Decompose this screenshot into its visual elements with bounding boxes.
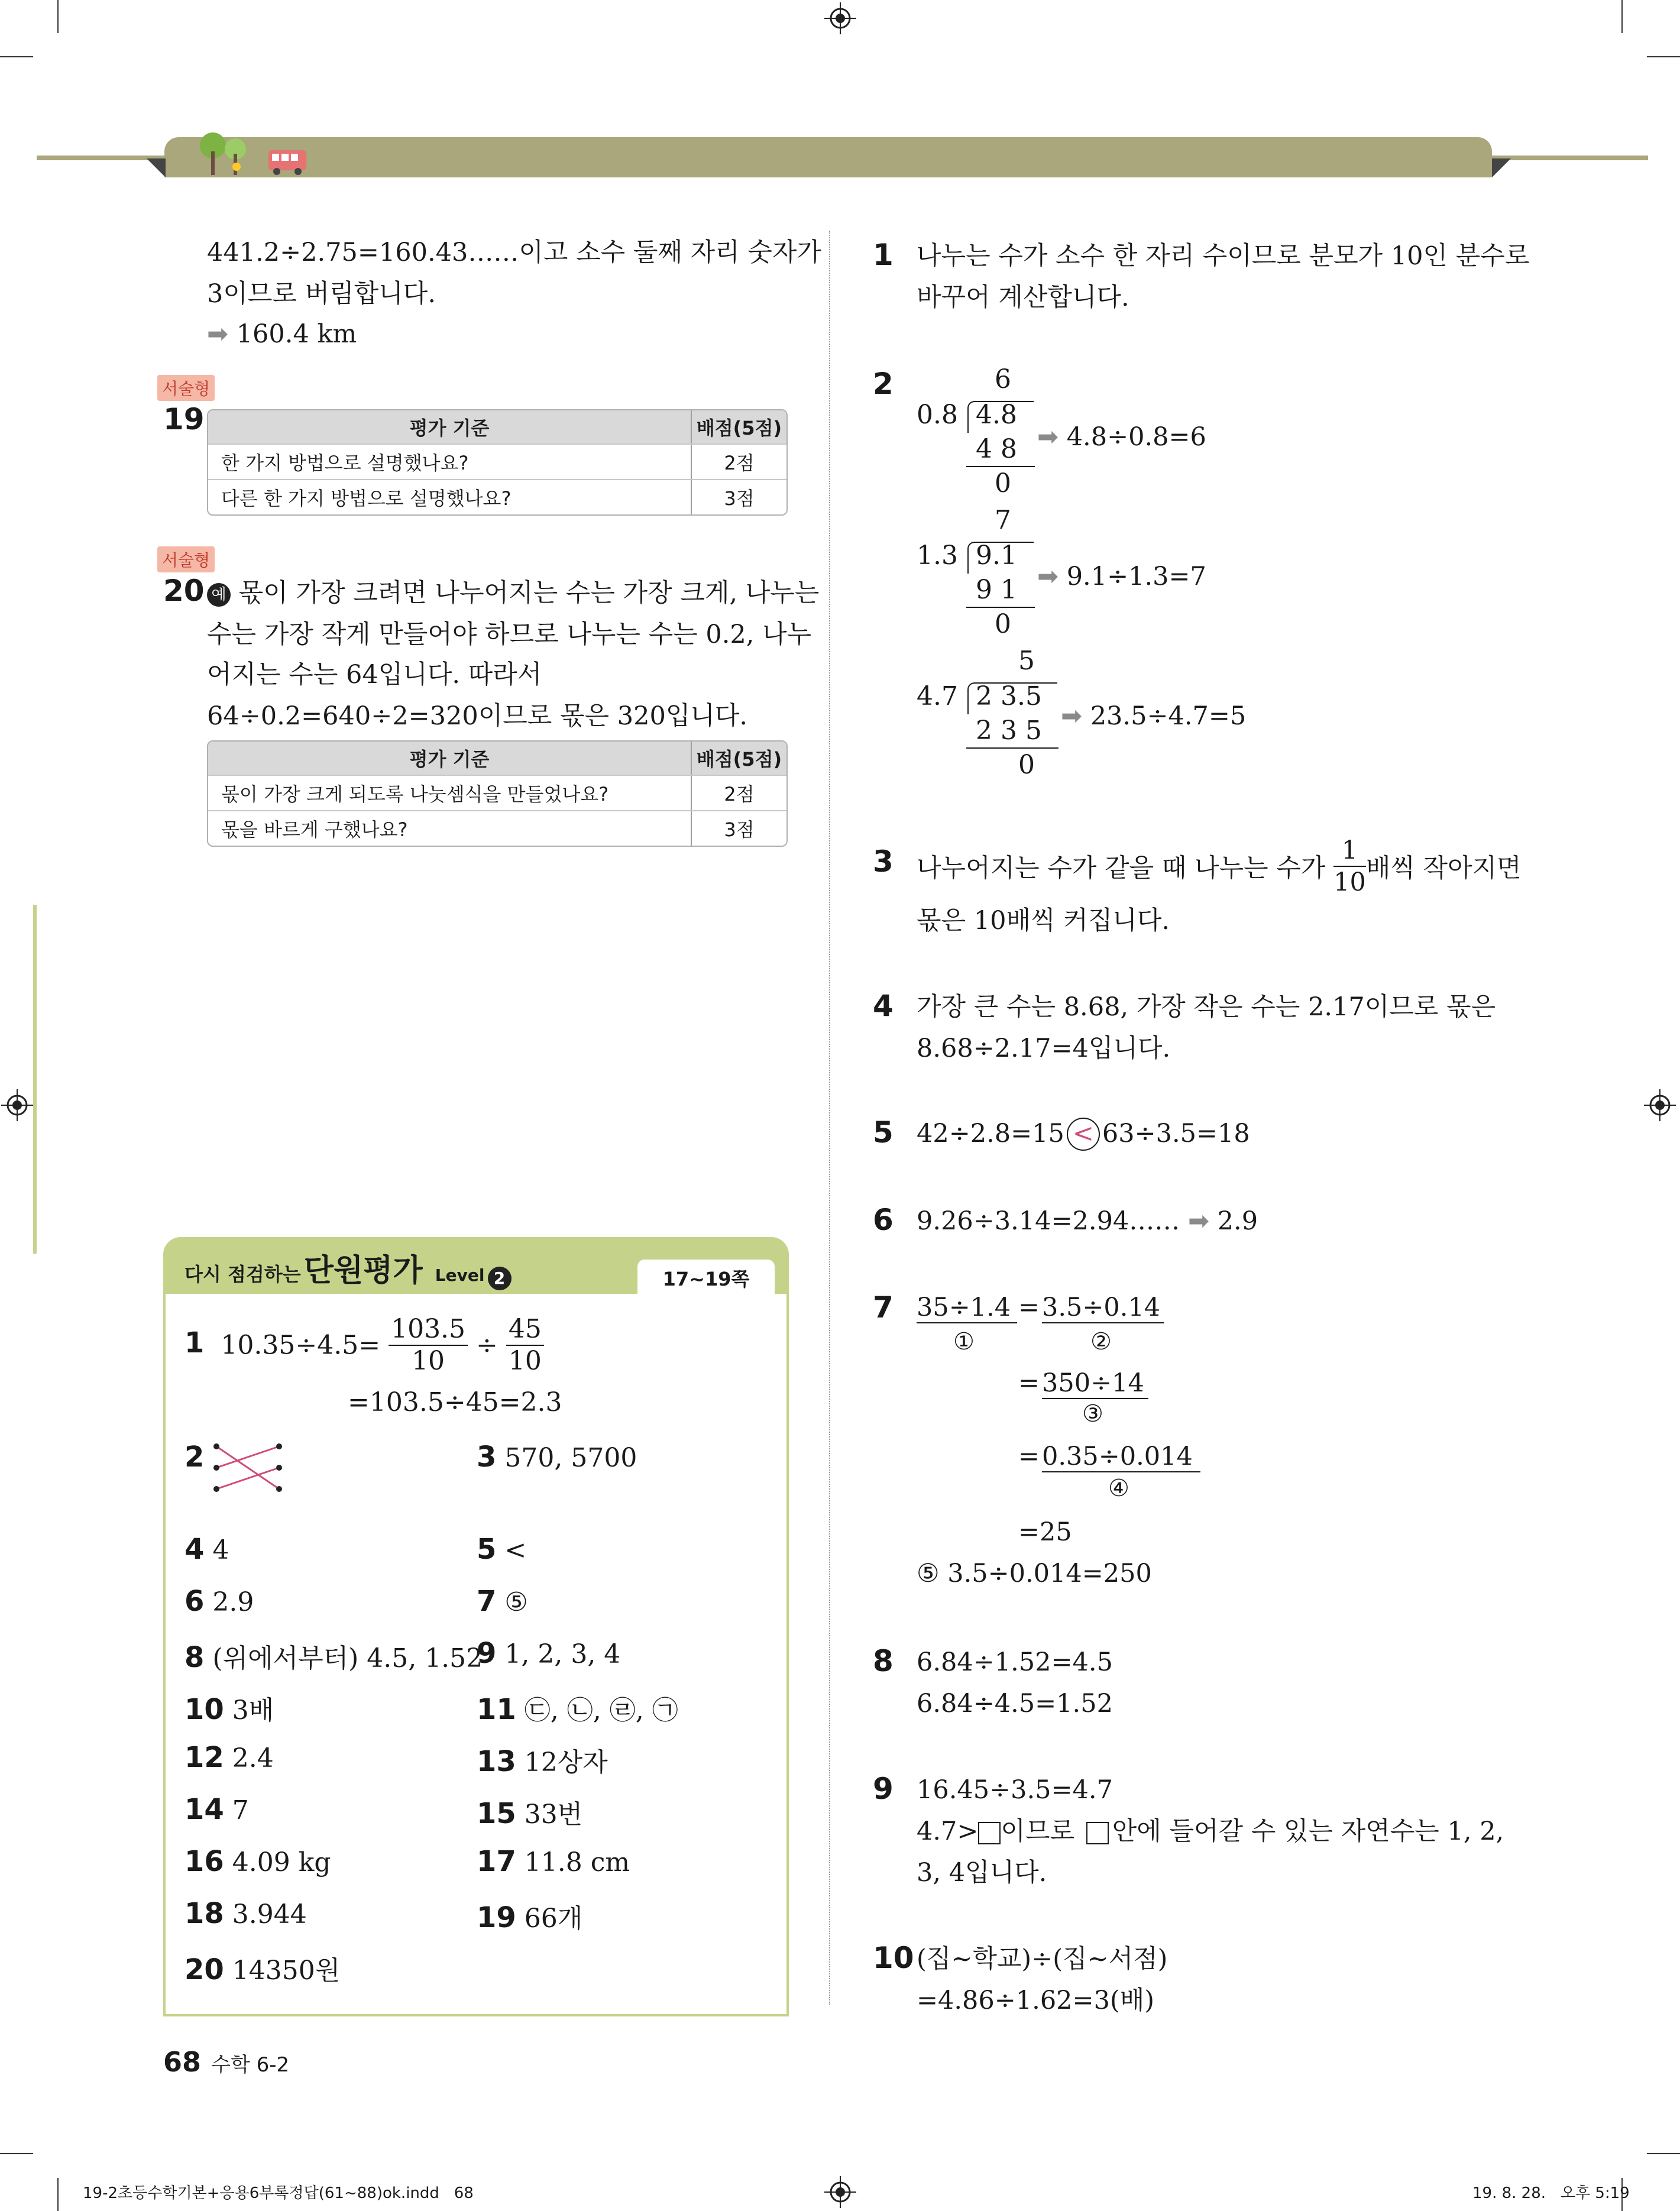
rubric-table-19 <box>207 409 788 516</box>
remainder: 0 <box>1018 750 1035 780</box>
subtrahend: 9 1 <box>976 575 1017 605</box>
answer-text: 11.8 cm <box>524 1847 630 1877</box>
crop-mark <box>0 56 33 57</box>
rubric-score: 3점 <box>691 811 786 846</box>
division-result <box>1037 416 1206 458</box>
answer-text: 1, 2, 3, 4 <box>504 1639 621 1669</box>
review-answer <box>477 1793 582 1831</box>
answer-text: 570, 5700 <box>504 1443 637 1473</box>
intro-line-1: 441.2÷2.75=160.43……이고 소수 둘째 자리 숫자가 <box>207 238 821 267</box>
fraction-denominator: 10 <box>412 1346 445 1376</box>
answer-number: 4 <box>184 1533 205 1566</box>
quotient: 7 <box>995 505 1011 535</box>
division-rule <box>966 607 1035 608</box>
intro-answer <box>207 313 357 355</box>
divisor: 4.7 <box>917 681 958 711</box>
answer-text: < <box>504 1535 527 1565</box>
bus-icon <box>267 148 309 176</box>
a1-divide: ÷ <box>476 1330 498 1361</box>
registration-mark-icon <box>1 1089 33 1121</box>
intro-line-2: 3이므로 버림합니다. <box>207 279 436 309</box>
result-arrow-icon: ➡ <box>1037 562 1059 591</box>
r-a7-c4: ④ <box>1108 1475 1129 1502</box>
answer-number: 9 <box>477 1637 497 1670</box>
answer-text: 4.09 kg <box>232 1847 331 1877</box>
r-a6-result: 2.9 <box>1217 1206 1258 1236</box>
fraction <box>1333 835 1366 898</box>
rubric-criteria: 몫이 가장 크게 되도록 나눗셈식을 만들었나요? <box>221 783 609 805</box>
r-a1-line2: 바꾸어 계산합니다. <box>917 283 1129 312</box>
answer-number: 18 <box>184 1897 224 1930</box>
dividend: 9.1 <box>976 540 1017 571</box>
review-answer <box>477 1741 608 1779</box>
crop-mark <box>57 0 59 33</box>
r-a9-line2 <box>917 1811 1504 1852</box>
subject-label: 수학 6-2 <box>211 2053 290 2077</box>
q20-line-2: 수는 가장 작게 만들어야 하므로 나누는 수는 0.2, 나누 <box>207 620 812 649</box>
registration-mark-icon <box>824 2176 856 2208</box>
answer-number: 7 <box>477 1585 497 1618</box>
rubric-header <box>208 410 786 444</box>
result-arrow-icon: ➡ <box>1037 422 1059 452</box>
answer-number: 20 <box>184 1953 224 1986</box>
rubric-score: 3점 <box>691 480 786 514</box>
page-footer <box>163 2046 289 2078</box>
crop-mark <box>0 2153 33 2154</box>
header-band <box>164 137 1492 177</box>
answer-text: ㉢, ㉡, ㉣, ㉠ <box>524 1695 678 1726</box>
fraction <box>506 1314 544 1377</box>
answer-text: 12상자 <box>524 1747 608 1778</box>
review-answer <box>184 1585 254 1618</box>
r-a7-c1: ① <box>953 1328 975 1355</box>
dividend: 2 3.5 <box>976 681 1042 711</box>
answer-number: 15 <box>477 1797 516 1830</box>
review-answer <box>477 1897 582 1935</box>
fraction <box>389 1314 468 1377</box>
answer-text: (위에서부터) 4.5, 1.52 <box>212 1643 483 1673</box>
blank-box <box>978 1822 1001 1844</box>
review-answer <box>184 1793 249 1826</box>
rubric-header-criteria: 평가 기준 <box>409 417 490 439</box>
rubric-row <box>208 775 786 810</box>
answer-number: 13 <box>477 1745 516 1778</box>
r-a9-line3: 3, 4입니다. <box>917 1858 1047 1888</box>
answer-number: 9 <box>873 1772 894 1806</box>
r-a4-line2: 8.68÷2.17=4입니다. <box>917 1034 1171 1063</box>
answer-number: 6 <box>184 1585 205 1618</box>
rubric-row <box>208 810 786 846</box>
r-a3-pre: 나누어지는 수가 같을 때 나누는 수가 <box>917 853 1326 883</box>
long-division <box>917 505 1047 647</box>
question-number: 20 <box>163 574 205 608</box>
r-a10-line2: =4.86÷1.62=3(배) <box>917 1986 1155 2015</box>
matching-lines <box>207 1439 290 1498</box>
rubric-row <box>208 479 786 514</box>
divisor: 0.8 <box>917 400 958 430</box>
result-arrow-icon: ➡ <box>1061 701 1083 731</box>
r-a7-l1b: = <box>1018 1293 1040 1322</box>
division-result-text: 9.1÷1.3=7 <box>1066 562 1206 591</box>
r-a9-line1: 16.45÷3.5=4.7 <box>917 1775 1113 1805</box>
answer-number: 10 <box>873 1941 914 1975</box>
answer-text: 2.4 <box>232 1743 274 1773</box>
r-a7-eq2: = <box>1018 1368 1040 1398</box>
division-rule <box>966 466 1035 467</box>
remainder: 0 <box>995 468 1011 498</box>
answer-number: 1 <box>184 1326 205 1359</box>
header-left-arrow-icon <box>147 158 166 177</box>
r-a5 <box>917 1113 1250 1154</box>
rubric-criteria: 몫을 바르게 구했나요? <box>221 818 408 841</box>
answer-text: 14350원 <box>232 1956 341 1986</box>
review-answer <box>477 1845 630 1878</box>
review-answer-1 <box>184 1314 544 1377</box>
print-date: 19. 8. 28. 오후 5:19 <box>1472 2184 1630 2202</box>
divisor: 1.3 <box>917 540 958 571</box>
answer-number: 5 <box>873 1115 894 1150</box>
review-title-text: 단원평가 <box>303 1253 423 1289</box>
fraction-numerator: 103.5 <box>389 1314 468 1346</box>
answer-number: 2 <box>873 367 894 401</box>
r-a7-c2: ② <box>1090 1328 1112 1355</box>
crop-mark <box>1647 2153 1680 2154</box>
answer-number: 16 <box>184 1845 224 1878</box>
review-answer <box>184 1897 307 1930</box>
fraction-denominator: 10 <box>508 1346 542 1376</box>
rubric-table-20 <box>207 740 788 847</box>
r-a7-l2: 350÷14 <box>1042 1368 1148 1399</box>
review-answer <box>477 1440 637 1474</box>
compare-symbol: < <box>1067 1118 1100 1151</box>
file-info: 19-2초등수학기본+응용6부록정답(61~88)ok.indd 68 <box>83 2184 474 2202</box>
review-answer-1-line2: =103.5÷45=2.3 <box>348 1387 562 1417</box>
answer-number: 3 <box>477 1440 497 1474</box>
answer-number: 2 <box>184 1440 205 1474</box>
r-a6 <box>917 1200 1258 1242</box>
answer-text: 7 <box>232 1795 249 1825</box>
crop-mark <box>1621 0 1623 33</box>
r-a10-line1: (집~학교)÷(집~서점) <box>917 1944 1168 1974</box>
long-division <box>917 646 1070 788</box>
r-a7-c3: ③ <box>1082 1400 1103 1427</box>
subtrahend: 4 8 <box>976 434 1017 464</box>
answer-number: 12 <box>184 1741 224 1774</box>
quotient: 5 <box>1018 646 1035 676</box>
answer-text: 3.944 <box>232 1899 307 1930</box>
review-pages: 17~19쪽 <box>662 1268 750 1290</box>
r-a7-l4: =25 <box>1018 1517 1072 1547</box>
review-prefix: 다시 점검하는 <box>184 1263 301 1286</box>
r-a6-expr: 9.26÷3.14=2.94…… <box>917 1206 1180 1236</box>
answer-number: 1 <box>873 238 894 272</box>
r-a4-line1: 가장 큰 수는 8.68, 가장 작은 수는 2.17이므로 몫은 <box>917 992 1496 1022</box>
descriptive-tag: 서술형 <box>157 375 215 401</box>
header-right-arrow-icon <box>1492 158 1511 177</box>
r-a3-line2: 몫은 10배씩 커집니다. <box>917 906 1170 935</box>
review-answer <box>184 1741 274 1774</box>
r-a9-line2c: 안에 들어갈 수 있는 자연수는 1, 2, <box>1112 1817 1504 1846</box>
q20-line-1 <box>207 572 819 614</box>
answer-number: 5 <box>477 1533 497 1566</box>
answer-number: 11 <box>477 1693 516 1726</box>
answer-number: 7 <box>873 1290 894 1325</box>
margin-bar <box>33 905 37 1254</box>
r-a7-eq3: = <box>1018 1442 1040 1471</box>
rubric-header-score: 배점(5점) <box>691 410 786 444</box>
result-arrow-icon: ➡ <box>1187 1206 1209 1236</box>
r-a8-line2: 6.84÷4.5=1.52 <box>917 1689 1113 1718</box>
crop-mark <box>57 2178 59 2211</box>
division-result <box>1061 695 1246 737</box>
r-a3-post: 배씩 작아지면 <box>1365 853 1522 883</box>
review-answer <box>477 1585 528 1618</box>
rubric-criteria: 다른 한 가지 방법으로 설명했나요? <box>221 487 512 510</box>
answer-number: 19 <box>477 1901 516 1934</box>
review-level-label: Level <box>435 1265 485 1285</box>
r-a9-line2a: 4.7> <box>917 1817 979 1846</box>
r-a5-left: 42÷2.8=15 <box>917 1119 1064 1148</box>
rubric-score: 2점 <box>691 445 786 479</box>
fraction-numerator: 45 <box>506 1314 544 1346</box>
r-a7-l1c: 3.5÷0.14 <box>1042 1293 1164 1323</box>
r-a9-line2b: 이므로 <box>1001 1817 1075 1846</box>
division-result <box>1037 556 1206 597</box>
r-a7-l3: 0.35÷0.014 <box>1042 1442 1200 1472</box>
division-result-text: 23.5÷4.7=5 <box>1090 701 1247 731</box>
review-answer <box>477 1637 620 1670</box>
review-answer <box>184 1689 274 1727</box>
fraction-denominator: 10 <box>1333 867 1366 897</box>
fraction-numerator: 1 <box>1333 835 1366 867</box>
intro-answer-value: 160.4 km <box>236 319 357 349</box>
a1-lhs: 10.35÷4.5= <box>221 1330 381 1361</box>
rubric-header-score: 배점(5점) <box>691 742 786 775</box>
answer-text: 66개 <box>524 1904 583 1934</box>
subtrahend: 2 3 5 <box>976 716 1042 746</box>
r-a7-l5: ⑤ 3.5÷0.014=250 <box>917 1559 1152 1588</box>
answer-text: 2.9 <box>212 1587 254 1617</box>
review-answer <box>184 1533 229 1566</box>
r-a3-line1 <box>917 835 1522 898</box>
remainder: 0 <box>995 609 1011 639</box>
answer-number: 10 <box>184 1693 224 1726</box>
answer-number: 3 <box>873 844 894 879</box>
q20-line-4: 64÷0.2=640÷2=320이므로 몫은 320입니다. <box>207 701 748 731</box>
r-a8-line1: 6.84÷1.52=4.5 <box>917 1647 1113 1677</box>
crop-mark <box>1647 56 1680 57</box>
review-answer <box>477 1689 678 1727</box>
rubric-header-criteria: 평가 기준 <box>409 748 490 771</box>
r-a5-right: 63÷3.5=18 <box>1102 1119 1250 1148</box>
answer-number: 8 <box>873 1644 894 1678</box>
registration-mark-icon <box>824 2 856 34</box>
long-division <box>917 364 1047 506</box>
review-answer <box>477 1533 526 1566</box>
review-title <box>184 1245 512 1290</box>
division-result-text: 4.8÷0.8=6 <box>1066 422 1206 452</box>
dividend: 4.8 <box>976 400 1017 430</box>
blank-box <box>1086 1822 1109 1844</box>
column-divider <box>829 231 830 2005</box>
q20-line-3: 어지는 수는 64입니다. 따라서 <box>207 660 542 689</box>
answer-number: 4 <box>873 989 894 1023</box>
answer-text: 33번 <box>524 1799 583 1830</box>
descriptive-tag: 서술형 <box>157 546 215 572</box>
r-a7-l1a: 35÷1.4 <box>917 1293 1017 1323</box>
question-number: 19 <box>163 402 205 436</box>
answer-number: 8 <box>184 1641 205 1674</box>
tree-icon <box>195 129 254 176</box>
registration-mark-icon <box>1644 1089 1676 1121</box>
quotient: 6 <box>995 364 1011 394</box>
rubric-row <box>208 444 786 479</box>
review-answer <box>184 1949 340 1987</box>
review-answer <box>184 1637 483 1675</box>
r-a1-line1: 나누는 수가 소수 한 자리 수이므로 분모가 10인 분수로 <box>917 241 1530 271</box>
answer-text: 4 <box>212 1535 229 1565</box>
rubric-header <box>208 742 786 775</box>
review-level-num: 2 <box>488 1267 512 1290</box>
division-rule <box>966 747 1059 749</box>
rubric-criteria: 한 가지 방법으로 설명했나요? <box>221 452 469 474</box>
rubric-score: 2점 <box>691 776 786 810</box>
page-number: 68 <box>163 2046 202 2078</box>
answer-text: 3배 <box>232 1695 274 1726</box>
answer-number: 6 <box>873 1203 894 1237</box>
review-answer <box>184 1845 331 1878</box>
q20-line-1-text: 몫이 가장 크려면 나누어지는 수는 가장 크게, 나누는 <box>238 578 820 608</box>
example-mark: 예 <box>207 583 231 607</box>
answer-text: ⑤ <box>504 1587 528 1617</box>
result-arrow-icon: ➡ <box>207 319 229 349</box>
answer-number: 14 <box>184 1793 224 1826</box>
answer-number: 17 <box>477 1845 516 1878</box>
